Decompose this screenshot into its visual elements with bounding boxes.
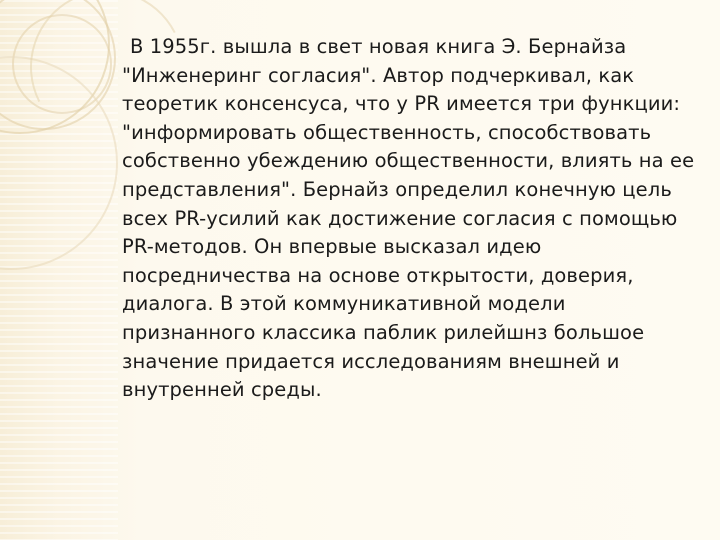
slide-body-text: В 1955г. вышла в свет новая книга Э. Бернайза "Инженеринг согласия". Автор подчеркивал, как теоретик консенсуса, что у PR имеется три функции: "информировать общественность, способствовать собственно убеждению общественности, влиять на ее представления". Бернайз определил конечную цель всех PR-усилий как достижение согласия с помощью PR-методов. Он впервые высказал идею посредничества на основе открытости, доверия, диалога. В этой коммуникативной модели признанного классика паблик рилейшнз большое значение придается исследованиям внешней и внутренней среды. — [122, 35, 701, 402]
decorative-left-band — [0, 0, 118, 540]
